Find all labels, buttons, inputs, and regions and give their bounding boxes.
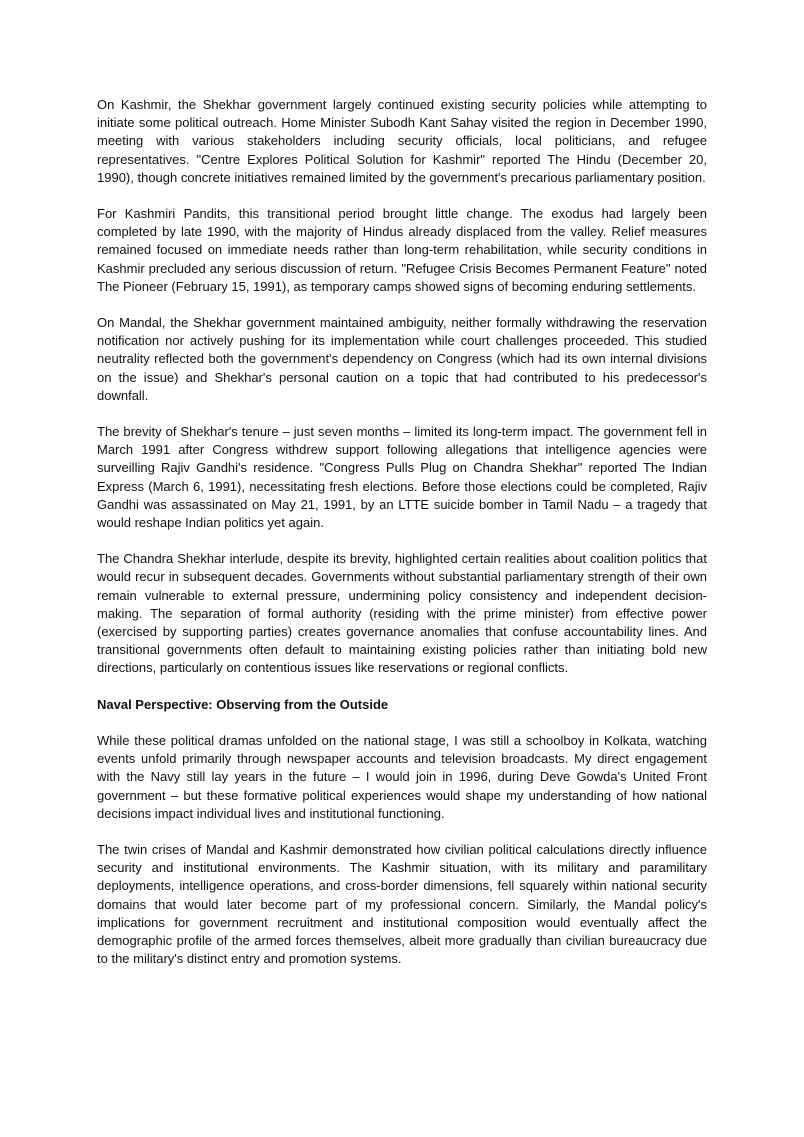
paragraph-kashmir-policy: On Kashmir, the Shekhar government largely continued existing security policies while attempting to initiate some political outreach. Home Minister Subodh Kant Sahay visited the region in December 1990, meeting with various stakeholders including security officials, local politicians, and refugee representatives. "Centre Explores Political Solution for Kashmir" reported The Hindu (December 20, 1990), though concrete initiatives remained limited by the government's precarious parliamentary position. xyxy=(97,97,707,185)
paragraph-coalition-politics: The Chandra Shekhar interlude, despite its brevity, highlighted certain realities about coalition politics that would recur in subsequent decades. Governments without substantial parliamentary strength of their own remain vulnerable to external pressure, undermining policy consistency and independent decision-making. The separation of formal authority (residing with the prime minister) from effective power (exercised by supporting parties) creates governance anomalies that confuse accountability lines. And transitional governments often default to maintaining existing policies rather than initiating bold new directions, particularly on contentious issues like reservations or regional conflicts. xyxy=(97,551,707,676)
paragraph-shekhar-tenure: The brevity of Shekhar's tenure – just seven months – limited its long-term impact. The government fell in March 1991 after Congress withdrew support following allegations that intelligence agencies were surveilling Rajiv Gandhi's residence. "Congress Pulls Plug on Chandra Shekhar" reported The Indian Express (March 6, 1991), necessitating fresh elections. Before those elections could be completed, Rajiv Gandhi was assassinated on May 21, 1991, by an LTTE suicide bomber in Tamil Nadu – a tragedy that would reshape Indian politics yet again. xyxy=(97,424,707,531)
section-heading: Naval Perspective: Observing from the Outside xyxy=(97,696,389,712)
paragraph-mandal: On Mandal, the Shekhar government maintained ambiguity, neither formally withdrawing the reservation notification nor actively pushing for its implementation while court challenges proceeded. This studied neutrality reflected both the government's dependency on Congress (which had its own internal divisions on the issue) and Shekhar's personal caution on a topic that had contributed to his predecessor's downfall. xyxy=(97,315,707,403)
paragraph-schoolboy-kolkata: While these political dramas unfolded on the national stage, I was still a schoolboy in Kolkata, watching events unfold primarily through newspaper accounts and television broadcasts. My direct engagement with the Navy still lay years in the future – I would join in 1996, during Deve Gowda's United Front government – but these formative political experiences would shape my understanding of how national decisions impact individual lives and institutional functioning. xyxy=(97,732,707,821)
paragraph-twin-crises: The twin crises of Mandal and Kashmir demonstrated how civilian political calculations directly influence security and institutional environments. The Kashmir situation, with its military and paramilitary deployments, intelligence operations, and cross-border dimensions, fell squarely within national security domains that would later become part of my professional concern. Similarly, the Mandal policy's implications for government recruitment and institutional composition would eventually affect the demographic profile of the armed forces themselves, albeit more gradually than civilian bureaucracy due to the military's distinct entry and promotion systems. xyxy=(97,841,707,967)
document-page xyxy=(97,96,707,986)
paragraph-kashmiri-pandits: For Kashmiri Pandits, this transitional period brought little change. The exodus had largely been completed by late 1990, with the majority of Hindus already displaced from the valley. Relief measures remained focused on immediate needs rather than long-term rehabilitation, while security conditions in Kashmir precluded any serious discussion of return. "Refugee Crisis Becomes Permanent Feature" noted The Pioneer (February 15, 1991), as temporary camps showed signs of becoming enduring settlements. xyxy=(97,206,707,294)
